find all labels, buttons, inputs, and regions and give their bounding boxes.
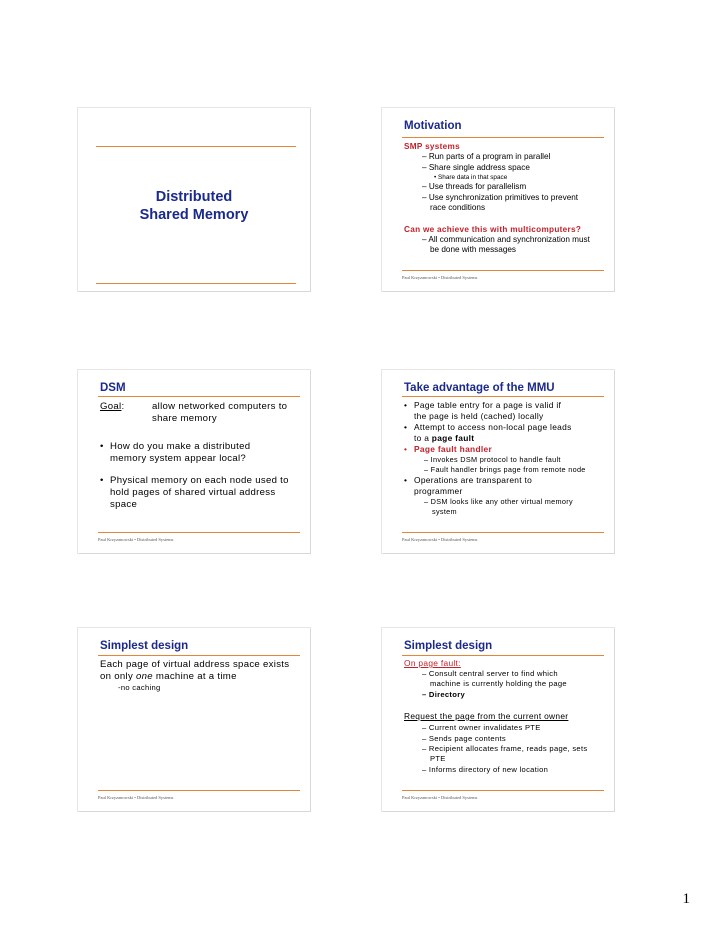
title-rule (402, 396, 604, 397)
page-number: 1 (682, 891, 690, 907)
sub-item-cont: PTE (430, 754, 446, 763)
footer-rule (402, 790, 604, 791)
title-rule (402, 655, 604, 656)
title-line-1: Distributed (155, 189, 233, 205)
bullet-text: memory system appear local? (110, 453, 247, 464)
bullet-icon: • (100, 475, 104, 486)
bullet-text: space (110, 499, 138, 510)
bullet-icon: • (404, 475, 408, 485)
slide-title-text: Motivation (404, 120, 462, 132)
goal-label-wrap: Goal: (100, 401, 125, 412)
sub-item: – Informs directory of new location (422, 765, 549, 774)
top-rule (96, 146, 296, 147)
sub-item-cont: machine is currently holding the page (430, 679, 567, 688)
smp-subitem: • Share data in that space (434, 174, 508, 181)
title-rule (402, 137, 604, 138)
title-line-2: Shared Memory (139, 207, 249, 223)
goal-text-line: share memory (152, 413, 217, 424)
bullet-text: Attempt to access non-local page leads (414, 422, 572, 432)
slide-footer: Paul Krzyzanowski • Distributed Systems (98, 537, 174, 542)
slide-body (404, 400, 604, 517)
smp-heading: SMP systems (404, 142, 460, 151)
bullet-text: Operations are transparent to (414, 475, 533, 485)
footer-rule (402, 532, 604, 533)
bullet-item (404, 422, 604, 444)
bullet-item (100, 441, 300, 465)
bullet-icon: • (404, 422, 408, 432)
bullet-icon: • (404, 400, 408, 410)
body-subline: -no caching (118, 683, 161, 692)
slide-footer: Paul Krzyzanowski • Distributed Systems (98, 795, 174, 800)
goal-text (152, 401, 287, 425)
sub-item: – Directory (422, 690, 465, 699)
slide-title (78, 108, 310, 291)
slide-title-text: Take advantage of the MMU (404, 382, 555, 394)
request-heading: Request the page from the current owner (404, 711, 569, 721)
slide-title-text: DSM (100, 382, 126, 394)
body-text-part: on only (100, 671, 137, 682)
sub-item: – Fault handler brings page from remote node (424, 465, 586, 474)
question-item: – All communication and synchronization must (422, 234, 590, 244)
body-text-emphasis: one (136, 671, 153, 682)
sub-item: – Current owner invalidates PTE (422, 723, 541, 732)
footer-rule (98, 790, 300, 791)
question-item-cont: be done with messages (430, 245, 517, 254)
bullet-item (404, 475, 604, 497)
bullet-icon: • (404, 444, 408, 454)
goal-text-line: allow networked computers to (152, 401, 288, 412)
footer-rule (402, 270, 604, 271)
bullet-text: How do you make a distributed (110, 441, 251, 452)
bullet-item (100, 475, 300, 511)
smp-item: – Use threads for parallelism (422, 182, 527, 191)
slide-body (100, 659, 300, 693)
title-text (78, 188, 310, 224)
title-rule (98, 396, 300, 397)
slide-mmu (382, 370, 614, 553)
bottom-rule (96, 283, 296, 284)
bullet-text: Page table entry for a page is valid if (414, 400, 562, 410)
sub-item: – Consult central server to find which (422, 669, 558, 678)
slide-body (100, 401, 300, 511)
bullet-icon: • (100, 441, 104, 452)
smp-item-cont: race conditions (430, 203, 486, 212)
bullet-text-bold: page fault (431, 433, 475, 443)
bullet-text-part: to a (414, 433, 432, 443)
slide-title-text: Simplest design (100, 640, 189, 652)
goal-label: Goal (100, 401, 122, 412)
bullet-text: Page fault handler (414, 444, 492, 454)
sub-item: – DSM looks like any other virtual memory (424, 497, 573, 506)
bullet-text: the page is held (cached) locally (414, 411, 544, 421)
smp-item: – Share single address space (422, 162, 530, 172)
sub-item: – Invokes DSM protocol to handle fault (424, 455, 561, 464)
body-line: Each page of virtual address space exists (100, 659, 290, 670)
sub-item-cont: system (432, 507, 457, 516)
title-rule (98, 655, 300, 656)
body-line (100, 671, 300, 683)
smp-item: – Run parts of a program in parallel (422, 152, 551, 161)
smp-item: – Use synchronization primitives to prevent (422, 192, 579, 202)
slide-body (404, 658, 604, 776)
slide-footer: Paul Krzyzanowski • Distributed Systems (402, 795, 478, 800)
body-text-part: machine at a time (152, 671, 237, 682)
bullet-text: hold pages of shared virtual address (110, 487, 276, 498)
on-fault-heading: On page fault: (404, 658, 461, 668)
bullet-text: Physical memory on each node used to (110, 475, 289, 486)
slide-footer: Paul Krzyzanowski • Distributed Systems (402, 275, 478, 280)
slide-body (404, 141, 604, 256)
footer-rule (98, 532, 300, 533)
slide-simplest-design-1 (78, 628, 310, 811)
bullet-text (414, 433, 572, 444)
bullet-item (404, 400, 604, 422)
sub-item: – Sends page contents (422, 734, 506, 743)
bullet-item (404, 444, 604, 455)
slide-motivation (382, 108, 614, 291)
slide-footer: Paul Krzyzanowski • Distributed Systems (402, 537, 478, 542)
goal-row (100, 401, 300, 425)
slide-title-text: Simplest design (404, 640, 493, 652)
bullet-text: programmer (414, 486, 463, 496)
sub-item: – Recipient allocates frame, reads page, sets (422, 744, 588, 753)
question-heading: Can we achieve this with multicomputers? (404, 224, 582, 234)
slide-simplest-design-2 (382, 628, 614, 811)
slide-dsm (78, 370, 310, 553)
